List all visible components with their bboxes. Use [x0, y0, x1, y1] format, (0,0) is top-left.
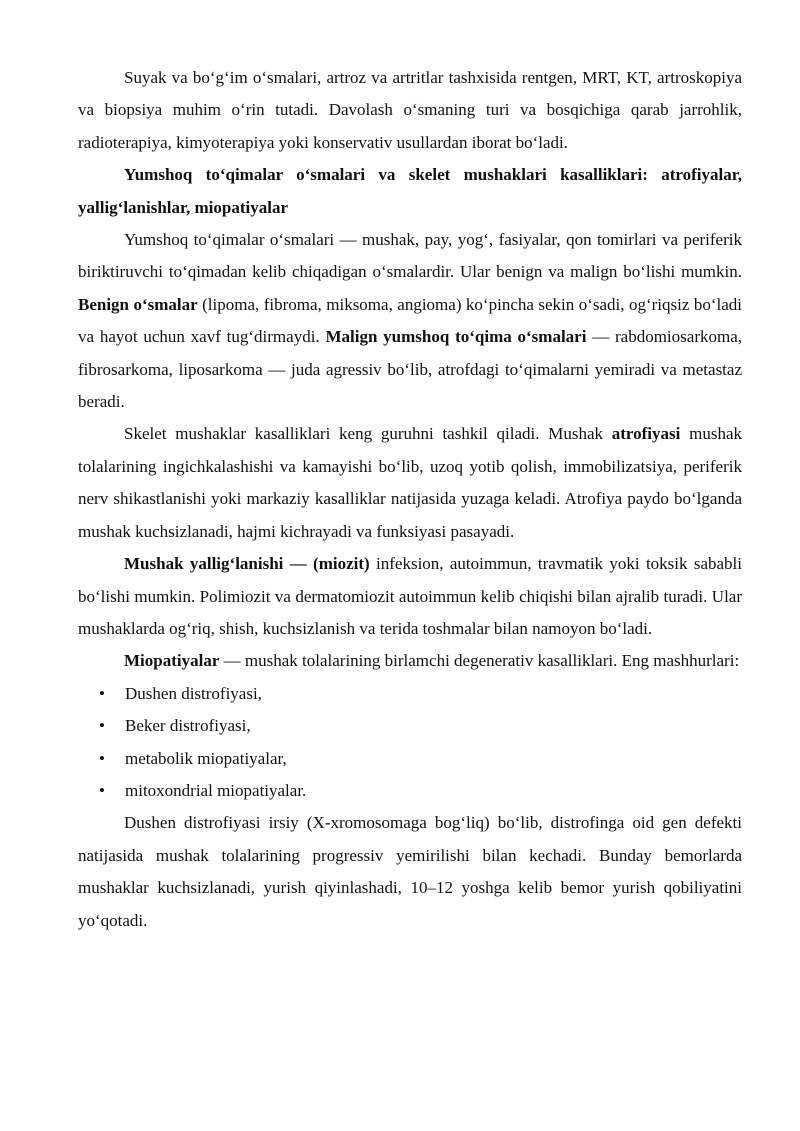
- paragraph-myopathies: [78, 645, 742, 677]
- section-heading: Yumshoq to‘qimalar o‘smalari va skelet mushaklari kasalliklari: atrofiyalar, yallig‘lanishlar, miopatiyalar: [78, 165, 742, 217]
- bold-term-myositis: Mushak yallig‘lanishi — (miozit): [124, 554, 370, 574]
- list-item: [78, 678, 742, 710]
- paragraph-atrophy: [78, 418, 742, 548]
- list-item-text: metabolik miopatiyalar,: [125, 748, 287, 768]
- text-run: — mushak tolalarining birlamchi degenerativ kasalliklari. Eng mashhurlari:: [219, 651, 740, 671]
- document-page: [78, 62, 742, 937]
- paragraph-soft-tissue-tumors: [78, 224, 742, 418]
- bold-term-malign: Malign yumshoq to‘qima o‘smalari: [325, 327, 587, 347]
- list-item-text: mitoxondrial miopatiyalar.: [125, 780, 307, 800]
- paragraph-diagnosis: Suyak va bo‘g‘im o‘smalari, artroz va artritlar tashxisida rentgen, MRT, KT, artroskopiya va biopsiya muhim o‘rin tutadi. Davolash o‘smaning turi va bosqichiga qarab jarrohlik, radioterapiya, kimyoterapiya yoki konservativ usullardan iborat bo‘ladi.: [78, 68, 742, 152]
- text-run: Yumshoq to‘qimalar o‘smalari — mushak, pay, yog‘, fasiyalar, qon tomirlari va periferik biriktiruvchi to‘qimadan kelib chiqadigan o‘smalardir. Ular benign va malign bo‘lishi mumkin.: [78, 230, 742, 282]
- bullet-icon: •: [99, 748, 105, 768]
- bold-term-myopathies: Miopatiyalar: [124, 651, 220, 671]
- bold-term-atrophy: atrofiyasi: [611, 424, 681, 444]
- list-item: [78, 710, 742, 742]
- text-run: (lipoma, fibroma, miksoma, angioma) ko‘pincha sekin o‘sadi, og‘riqsiz bo‘ladi va hayot uchun xavf tug‘dirmaydi.: [78, 294, 742, 347]
- list-item-text: Dushen distrofiyasi,: [125, 683, 262, 703]
- text-run: Skelet mushaklar kasalliklari keng guruhni tashkil qiladi. Mushak: [124, 424, 612, 444]
- text-run: infeksion, autoimmun, travmatik yoki toksik sababli bo‘lishi mumkin. Polimiozit va dermatomiozit autoimmun kelib chiqishi bilan ajralib turadi. Ular mushaklarda og‘riq, shish, kuchsizlanish va terida toshmalar bilan namoyon bo‘ladi.: [78, 554, 743, 638]
- bullet-icon: •: [99, 716, 105, 736]
- list-item-text: Beker distrofiyasi,: [125, 716, 251, 736]
- text-run: — rabdomiosarkoma, fibrosarkoma, liposarkoma — juda agressiv bo‘lib, atrofdagi to‘qimalarni yemiradi va metastaz beradi.: [78, 327, 742, 412]
- bullet-icon: •: [99, 780, 105, 800]
- paragraph-duchenne: Dushen distrofiyasi irsiy (X-xromosomaga bog‘liq) bo‘lib, distrofinga oid gen defekti natijasida mushak tolalarining progressiv yemirilishi bilan kechadi. Bunday bemorlarda mushaklar kuchsizlanadi, yurish qiyinlashadi, 10–12 yoshga kelib bemor yurish qobiliyatini yo‘qotadi.: [78, 813, 742, 930]
- bullet-icon: •: [99, 683, 105, 703]
- paragraph-myositis: [78, 548, 742, 645]
- bold-term-benign: Benign o‘smalar: [78, 294, 198, 314]
- list-item: [78, 775, 742, 807]
- myopathy-list: [78, 678, 742, 808]
- text-run: mushak tolalarining ingichkalashishi va kamayishi bo‘lib, uzoq yotib qolish, immobilizatsiya, periferik nerv shikastlanishi yoki markaziy kasalliklar natijasida yuzaga keladi. Atrofiya paydo bo‘lganda mushak kuchsizlanadi, hajmi kichrayadi va funksiyasi pasayadi.: [78, 424, 742, 541]
- list-item: [78, 743, 742, 775]
